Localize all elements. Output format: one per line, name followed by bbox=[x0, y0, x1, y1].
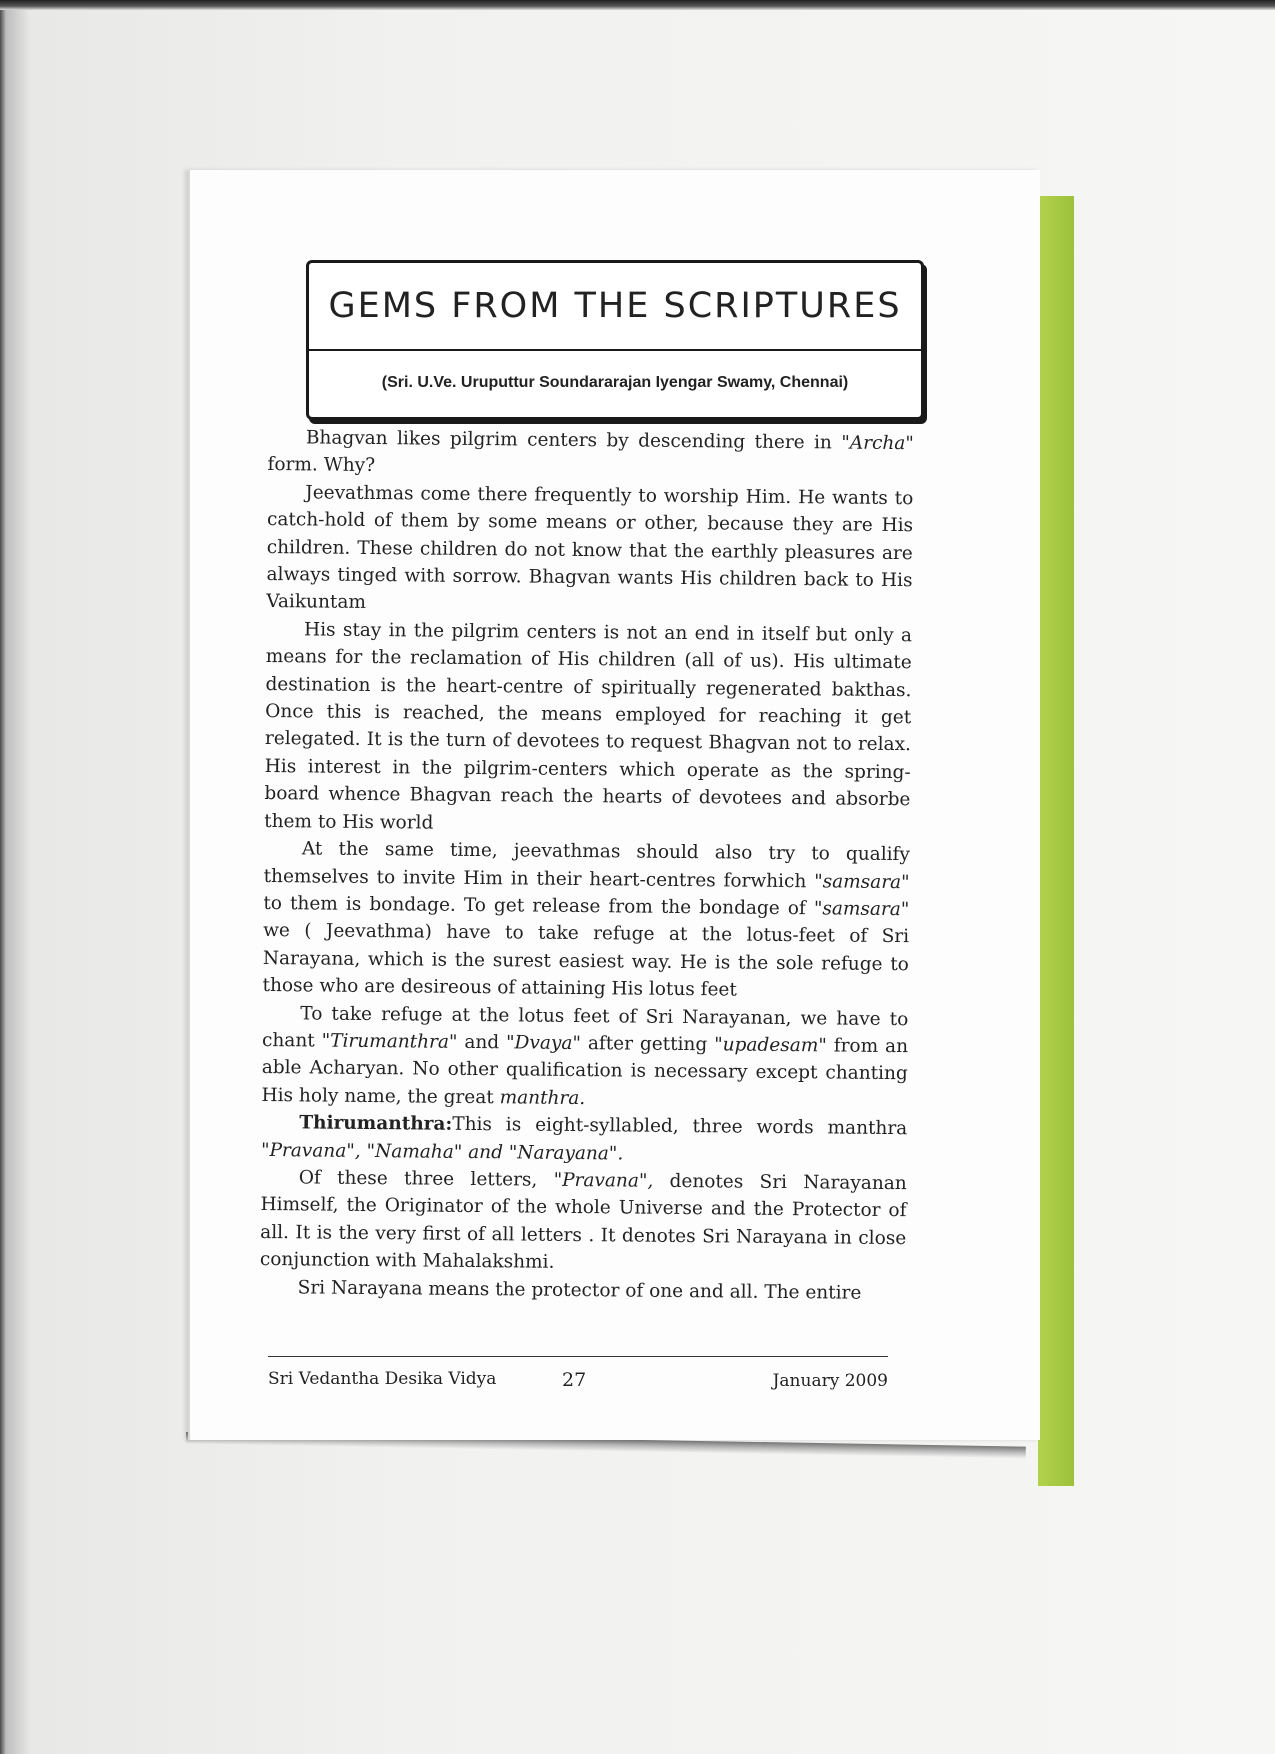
text-run: This is eight-syllabled, three words manthra bbox=[452, 1113, 908, 1140]
scan-top-edge bbox=[0, 0, 1275, 10]
article-author: (Sri. U.Ve. Uruputtur Soundararajan Iyengar Swamy, Chennai) bbox=[381, 374, 849, 391]
text-run: At the same time, jeevathmas should also try to qualify themselves to invite Him in their heart-centres forwhich bbox=[263, 838, 910, 892]
text-run: denotes Sri Narayanan Himself, the Originator of the whole Universe and the Protector of all. It is the very first of all letters . It denotes Sri Narayana in close conjunction with Mahalakshmi. bbox=[259, 1170, 907, 1273]
text-run: from an able Acharyan. No other qualification is necessary except chanting His holy name, the great bbox=[261, 1035, 909, 1109]
italic-text: "Pravana", bbox=[553, 1169, 654, 1192]
text-run: Bhagvan likes pilgrim centers by descending there in bbox=[305, 427, 842, 454]
page-footer bbox=[268, 1356, 888, 1397]
italic-text: "Archa" bbox=[841, 432, 914, 455]
text-run: and bbox=[457, 1031, 507, 1054]
text-run: Sri Narayana means the protector of one and all. The entire bbox=[297, 1276, 862, 1304]
italic-text: manthra. bbox=[499, 1087, 586, 1109]
paragraph bbox=[262, 835, 910, 1006]
italic-text: "Tirumanthra" bbox=[321, 1030, 458, 1053]
text-run: we ( Jeevathma) have to take refuge at the lotus-feet of Sri Narayana, which is the surest easiest way. He is the sole refuge to those who are desireous of attaining His lotus feet bbox=[262, 920, 910, 1001]
text-run: to them is bondage. To get release from the bondage of bbox=[263, 892, 814, 920]
paragraph bbox=[261, 1109, 907, 1170]
paragraph bbox=[267, 424, 913, 485]
italic-text: "upadesam" bbox=[714, 1034, 827, 1057]
text-run: His stay in the pilgrim centers is not an end in itself but only a means for the reclamation of His children (all of us). His ultimate destination is the heart-centre of spiritually regenerated bakthas. Once this is reached, the means employed for reaching it get relegated. It is the turn of devotees to request Bhagvan not to relax. His interest in the pilgrim-centers which operate as the spring-board whence Bhagvan reach the hearts of devotees and absorbe them to His world bbox=[264, 619, 913, 834]
text-run: Of these three letters, bbox=[298, 1167, 554, 1191]
paragraph bbox=[260, 1164, 907, 1280]
text-run: after getting bbox=[580, 1032, 715, 1056]
article-title: GEMS FROM THE SCRIPTURES bbox=[309, 263, 921, 351]
footer-publication: Sri Vedantha Desika Vidya bbox=[268, 1369, 497, 1389]
italic-text: "samsara" bbox=[813, 898, 910, 921]
magazine-page bbox=[188, 170, 1040, 1440]
italic-text: "samsara" bbox=[814, 870, 910, 893]
footer-page-number: 27 bbox=[562, 1369, 587, 1391]
title-box bbox=[306, 260, 924, 420]
text-run: form. Why? bbox=[267, 454, 376, 477]
paragraph bbox=[261, 1000, 908, 1116]
paragraph bbox=[266, 479, 913, 622]
bold-text: Thirumanthra: bbox=[299, 1112, 453, 1135]
green-cover-edge bbox=[1038, 196, 1074, 1486]
text-run: Jeevathmas come there frequently to worship Him. He wants to catch-hold of them by some means or other, because they are His children. These children do not know that the earthly pleasures are always tinged with sorrow. Bhagvan wants His children back to His Vaikuntam bbox=[266, 482, 914, 614]
footer-date: January 2009 bbox=[772, 1371, 888, 1391]
italic-text: "Pravana", "Namaha" and "Narayana". bbox=[260, 1139, 624, 1165]
text-run: To take refuge at the lotus feet of Sri Narayanan, we have to chant bbox=[261, 1002, 909, 1052]
paragraph bbox=[260, 1274, 906, 1308]
paragraph bbox=[264, 616, 912, 841]
italic-text: "Dvaya" bbox=[506, 1032, 582, 1054]
article-body bbox=[260, 424, 914, 1307]
